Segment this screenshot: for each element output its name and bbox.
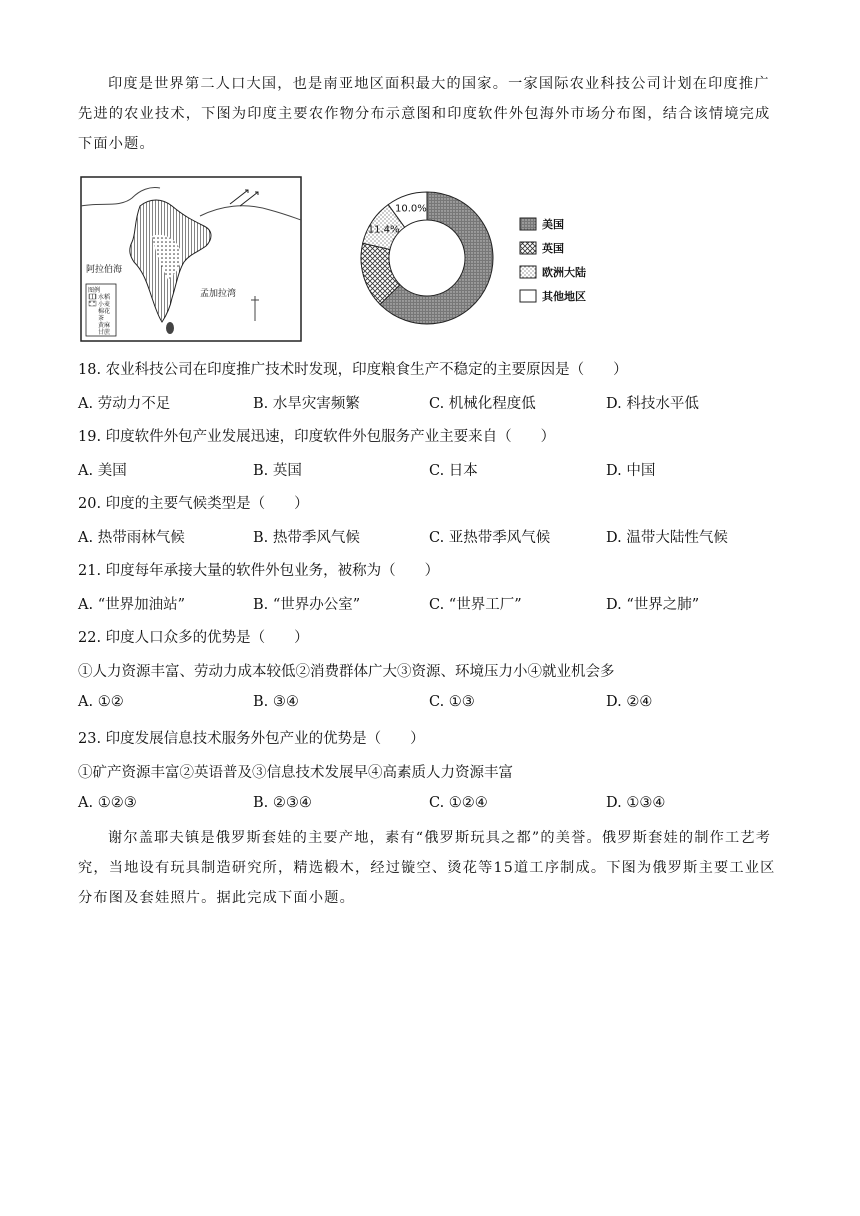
- india-crop-map: [80, 176, 302, 342]
- q20-option-a[interactable]: A. 热带雨林气候: [78, 530, 185, 546]
- question-23-statements: ①矿产资源丰富②英语普及③信息技术发展早④高素质人力资源丰富: [78, 765, 513, 781]
- legend-europe-swatch: [520, 266, 536, 278]
- q21-option-a[interactable]: A. “世界加油站”: [78, 597, 186, 613]
- question-20: 20. 印度的主要气候类型是（ ）: [78, 496, 309, 512]
- q23-option-c[interactable]: C. ①②④: [429, 795, 488, 811]
- legend-usa-label: 美国: [542, 218, 564, 231]
- legend-usa-swatch: [520, 218, 536, 230]
- q19-option-d[interactable]: D. 中国: [606, 463, 656, 479]
- data-label-slice-other: 10.0%: [395, 203, 427, 215]
- q23-option-a[interactable]: A. ①②③: [78, 795, 137, 811]
- q18-option-b[interactable]: B. 水旱灾害频繁: [253, 396, 360, 412]
- question-22-statements: ①人力资源丰富、劳动力成本较低②消费群体广大③资源、环境压力小④就业机会多: [78, 664, 615, 680]
- legend-uk-label: 英国: [542, 242, 564, 255]
- q19-option-c[interactable]: C. 日本: [429, 463, 478, 479]
- label-bay-of-bengal: 孟加拉湾: [200, 289, 237, 299]
- legend-europe-label: 欧洲大陆: [542, 266, 586, 279]
- q19-option-a[interactable]: A. 美国: [78, 463, 127, 479]
- q23-option-d[interactable]: D. ①③④: [606, 795, 666, 811]
- legend-other-swatch: [520, 290, 536, 302]
- map-legend-item-tea: 茶: [98, 315, 105, 322]
- q20-option-c[interactable]: C. 亚热带季风气候: [429, 530, 551, 546]
- software-outsourcing-donut-chart: [360, 186, 610, 346]
- q21-option-d[interactable]: D. “世界之肺”: [606, 597, 700, 613]
- legend-other-label: 其他地区: [542, 290, 586, 303]
- q18-option-c[interactable]: C. 机械化程度低: [429, 396, 536, 412]
- map-legend-item-jute: 黄麻: [98, 322, 111, 329]
- label-arabian-sea: 阿拉伯海: [86, 265, 123, 275]
- map-legend-title: 图例: [88, 287, 101, 294]
- map-legend-item-sugarcane: 甘蔗: [98, 329, 111, 336]
- map-legend-item-wheat: 小麦: [98, 301, 111, 308]
- question-22: 22. 印度人口众多的优势是（ ）: [78, 630, 309, 646]
- q22-option-a[interactable]: A. ①②: [78, 694, 124, 710]
- data-label-slice-europe: 11.4%: [367, 224, 400, 236]
- q18-option-a[interactable]: A. 劳动力不足: [78, 396, 171, 412]
- q20-option-d[interactable]: D. 温带大陆性气候: [606, 530, 728, 546]
- q22-option-b[interactable]: B. ③④: [253, 694, 299, 710]
- map-legend-item-rice: 水稻: [98, 294, 111, 301]
- question-19: 19. 印度软件外包产业发展迅速，印度软件外包服务产业主要来自（ ）: [78, 429, 556, 445]
- q20-option-b[interactable]: B. 热带季风气候: [253, 530, 360, 546]
- q21-option-c[interactable]: C. “世界工厂”: [429, 597, 522, 613]
- intro-paragraph-russia: 谢尔盖耶夫镇是俄罗斯套娃的主要产地，素有“俄罗斯玩具之都”的美誉。俄罗斯套娃的制作工艺考究，当地设有玩具制造研究所，精选椴木，经过镟空、烫花等15道工序制成。下图为俄罗斯主要工业区分布图及套娃照片。据此完成下面小题。: [78, 830, 776, 906]
- question-23: 23. 印度发展信息技术服务外包产业的优势是（ ）: [78, 731, 425, 747]
- map-legend-item-cotton: 棉花: [98, 308, 111, 315]
- q21-option-b[interactable]: B. “世界办公室”: [253, 597, 361, 613]
- q19-option-b[interactable]: B. 英国: [253, 463, 302, 479]
- q22-option-c[interactable]: C. ①③: [429, 694, 475, 710]
- intro-paragraph-india: 印度是世界第二人口大国，也是南亚地区面积最大的国家。一家国际农业科技公司计划在印度推广先进的农业技术，下图为印度主要农作物分布示意图和印度软件外包海外市场分布图，结合该情境完成下面小题。: [78, 76, 771, 152]
- q18-option-d[interactable]: D. 科技水平低: [606, 396, 699, 412]
- q23-option-b[interactable]: B. ②③④: [253, 795, 312, 811]
- question-21: 21. 印度每年承接大量的软件外包业务，被称为（ ）: [78, 563, 440, 579]
- q22-option-d[interactable]: D. ②④: [606, 694, 653, 710]
- legend-uk-swatch: [520, 242, 536, 254]
- question-18: 18. 农业科技公司在印度推广技术时发现，印度粮食生产不稳定的主要原因是（ ）: [78, 362, 628, 378]
